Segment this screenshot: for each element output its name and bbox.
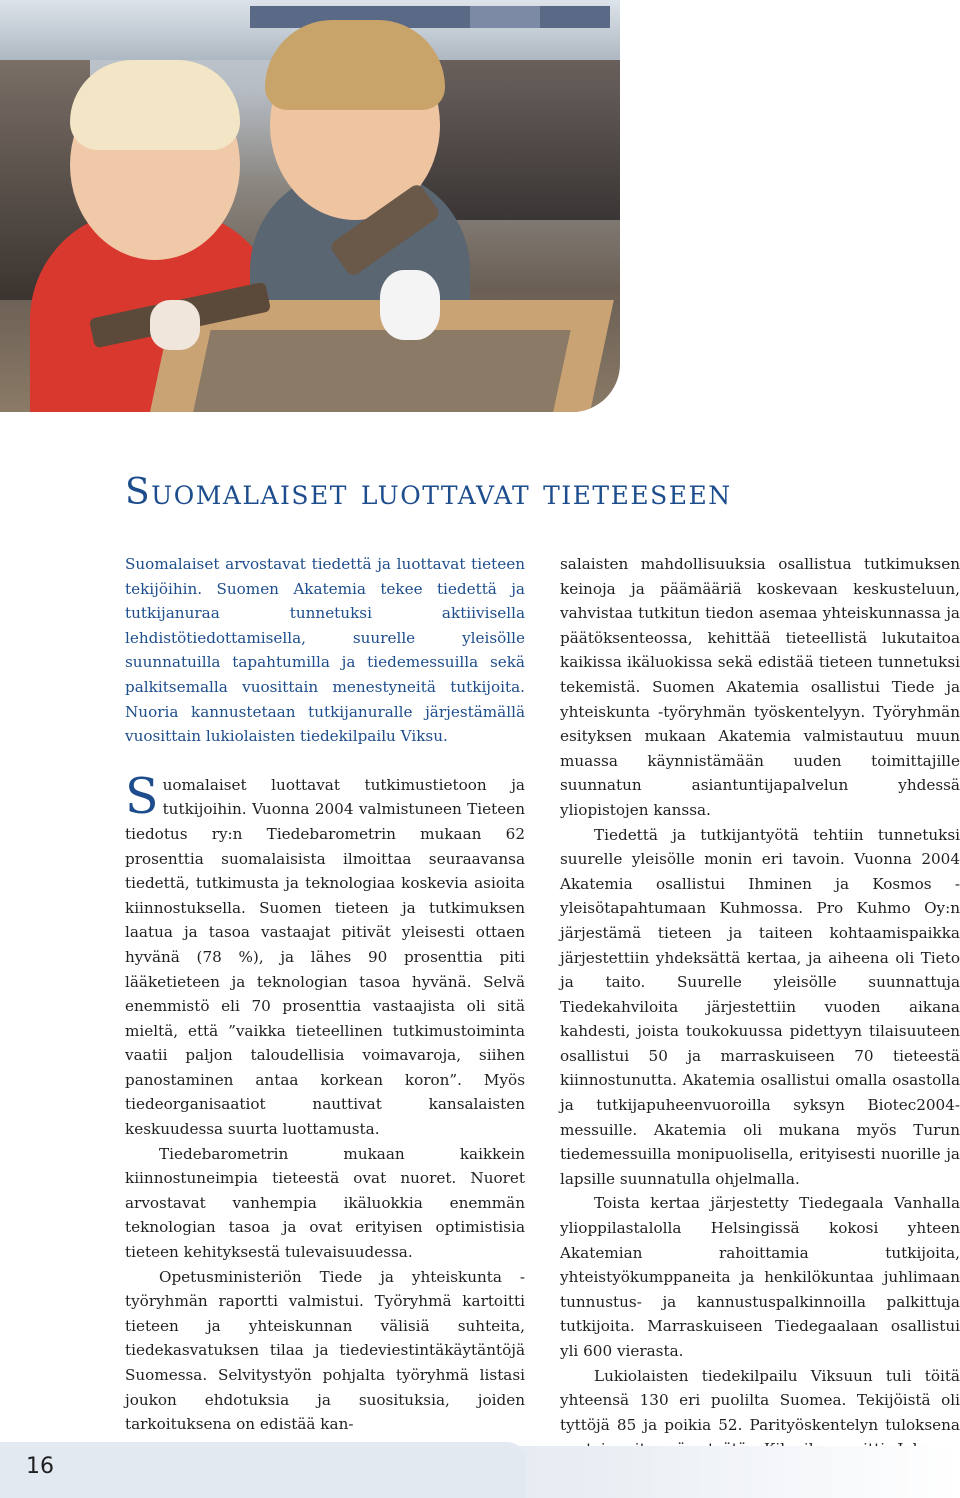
lead-paragraph: Suomalaiset arvostavat tiedettä ja luottavat tieteen tekijöihin. Suomen Akatemia tekee tiedettä ja tutkijanuraa tunnetuksi aktiivisella lehdistötiedottamisella, suurelle yleisölle suunnatuilla tapahtumilla ja tiedemessuilla sekä palkitsemalla vuosittain menestyneitä tutkijoita. Nuoria kannustetaan tutkijanuralle järjestämällä vuosittain lukiolaisten tiedekilpailu Viksu.	[125, 555, 525, 746]
body-paragraph: Toista kertaa järjestetty Tiedegaala Vanhalla ylioppilastalolla Helsingissä kokosi yhteen Akatemian rahoittamia tutkijoita, yhteistyökumppaneita ja henkilökuntaa juhlimaan tunnustus- ja kannustuspalkinnoilla palkittuja tutkijoita. Marraskuiseen Tiedegaalaan osallistui yli 600 vierasta.	[560, 1194, 960, 1360]
page-title: Suomalaiset luottavat tieteeseen	[125, 472, 732, 513]
body-paragraph	[125, 767, 525, 1142]
body-paragraph-text: uomalaiset luottavat tutkimustietoon ja tutkijoihin. Vuonna 2004 valmistuneen Tieteen tiedotus ry:n Tiedebarometrin mukaan 62 prosenttia suomalaisista ilmoittaa seuraavansa tiedettä, tutkimusta ja teknologiaa koskevia asioita kiinnostuksella. Suomen tieteen ja tutkimuksen laatua ja tasoa vastaajat pitivät yleisesti ottaen hyvänä (78 %), ja lähes 90 prosenttia piti lääketieteen ja teknologian tasoa hyvänä. Selvä enemmistö eli 70 prosenttia vastaajista oli sitä mieltä, että ”vaikka tieteellinen tutkimustoiminta vaatii paljon taloudellisia voimavaroja, siihen panostaminen antaa korkean koron”. Myös tiedeorganisaatiot nauttivat kansalaisten keskuudessa suurta luottamusta.	[125, 775, 525, 1139]
child-hand	[150, 300, 200, 350]
white-glove	[380, 270, 440, 340]
exhibition-photo	[0, 0, 620, 412]
artifact-box-inside	[189, 330, 570, 412]
drop-cap: S	[125, 767, 159, 825]
body-paragraph: Tiedebarometrin mukaan kaikkein kiinnostuneimpia tieteestä ovat nuoret. Nuoret arvostavat vanhempia ikäluokkia enemmän teknologian tasoa ja ovat erityisen optimistisia tieteen kehityksestä tulevaisuudessa.	[125, 1144, 525, 1262]
booth-sign	[250, 6, 610, 28]
footer-page-tab	[0, 1442, 525, 1498]
body-paragraph: Opetusministeriön Tiede ja yhteiskunta -työryhmän raportti valmistui. Työryhmä kartoitti tieteen ja yhteiskunnan välisiä suhteita, tiedekasvatuksen tilaa ja tiedeviestintäkäytäntöjä Suomessa. Selvitystyön pohjalta työryhmä listasi joukon ehdotuksia ja suosituksia, joiden tarkoituksena on edistää kan-	[125, 1267, 525, 1434]
body-paragraph: Lukiolaisten tiedekilpailu Viksuun tuli töitä yhteensä 130 eri puolilta Suomea. Tekijöistä oli tyttöjä 85 ja poikia 52. Parityöskentelyn tuloksena	[560, 1366, 960, 1434]
child-left-hair	[70, 60, 240, 150]
body-paragraph: Tiedettä ja tutkijantyötä tehtiin tunnetuksi suurelle yleisölle monin eri tavoin. Vuonna 2004 Akatemia osallistui Ihminen ja Kosmos -yleisötapahtumaan Kuhmossa. Pro Kuhmo Oy:n järjestämä tieteen ja taiteen kohtaamispaikka järjestettiin yhdeksättä kertaa, ja aiheena oli Tieto ja taito. Suurelle yleisölle suunnattuja Tiedekahviloita järjestettiin vuoden aikana kahdesti, joista toukokuussa pidettyyn tilaisuuteen osallistui 50 ja marraskuiseen 70 tieteestä kiinnostunutta. Akatemia osallistui omalla osastolla ja tutkijapuheenvuoroilla syksyn Biotec2004-messuille. Akatemia oli mukana myös Turun tiedemessuilla monipuolisella, erityisesti nuorille ja lapsille suunnatulla ohjelmalla.	[560, 825, 960, 1188]
right-column	[560, 552, 960, 1487]
page-number: 16	[26, 1454, 54, 1479]
left-column	[125, 552, 525, 1437]
child-right-hair	[265, 20, 445, 110]
booth-sign-secondary	[470, 6, 540, 28]
body-paragraph: salaisten mahdollisuuksia osallistua tutkimuksen keinoja ja päämääriä koskevaan keskusteluun, vahvistaa tutkitun tiedon asemaa yhteiskunnassa ja päätöksenteossa, kehittää tieteellistä lukutaitoa kaikissa ikäluokissa sekä edistää tieteen tunnetuksi tekemistä. Suomen Akatemia osallistui Tiede ja yhteiskunta -työryhmän työskentelyyn. Työryhmän esityksen mukaan Akatemia valmistautuu muun muassa käynnistämään uuden toimittajille suunnatun asiantuntijapalvelun yhdessä yliopistojen kanssa.	[560, 555, 960, 819]
